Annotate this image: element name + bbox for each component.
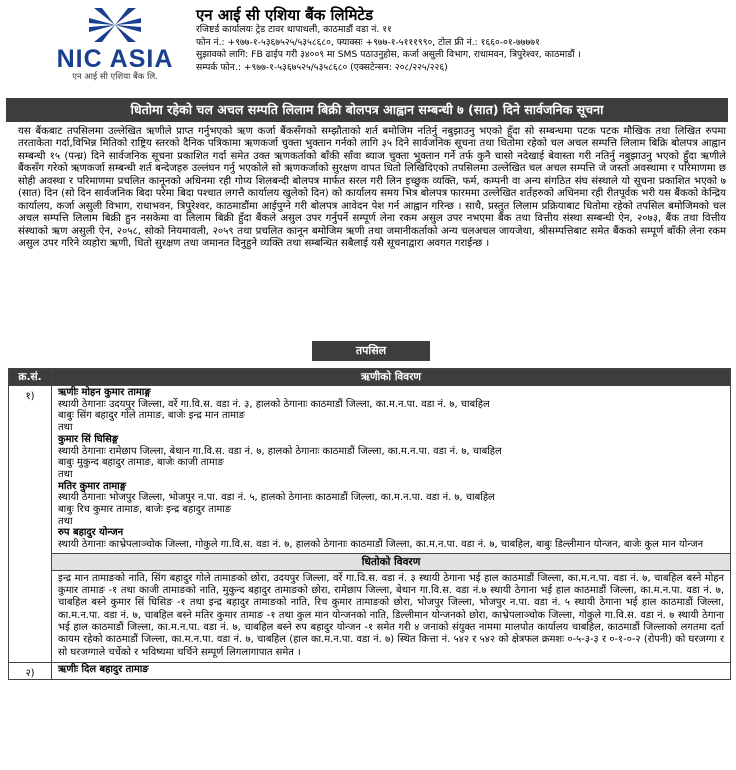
notice-paragraph: यस बैंकबाट तपसिलमा उल्लेखित ऋणीले प्राप्त गर्नुभएको ऋण कर्जा बैंकसँगको सम्झौताको शर्त बमोजिम नतिर्नु नबुझाउनु भएको हुँदा सो सम्बन्धमा पटक पटक मौखिक तथा लिखित रुपमा तरताकेता गर्दा,विभिन्न मितिको राष्ट्रिय स्तरको दैनिक पत्रिकामा ऋणकर्जा चुक्ता भुक्तान गर्नको लागि ३५ दिने सार्वजनिक सूचना तथा धितोमा रहेको चल अचल सम्पत्ति लिलाम बिक्रि बोलपत्र आह्वान सम्बन्धी १५ (पन्ध्र) दिने सार्वजनिक सूचना प्रकाशित गर्दा समेत उक्त ऋणकर्ताको बाँकी साँवा ब्याज चुक्ता भुक्तान गर्ने तर्फ कुनै चासो नदेखाई बेवास्ता गरी नतिर्नु नबुझाउनु भएको हुँदा ऋणीले बैंकसँग गरेको ऋणकर्जा सम्बन्धी शर्त बन्देजहरु उल्लंघन गर्नु भएकोले सो ऋणकर्जाको सुरक्षण वापत धितो लिखिदिएको तपसिलमा उल्लेखित चल अचल सम्पत्ति जे जस्तो अवस्थामा र परिमाणमा छ सोही अवस्था र परिमाणमा प्रचलित कानूनको अधिनमा रही गोप्य शिलबन्दी बोलपत्र मार्फत सरल गरी लिन इच्छुक व्यक्ति, फर्म, कम्पनी वा अन्य संगठित संघ संस्थाले यो सूचना प्रकाशित भएको ७ (सात) दिन (सो दिन सार्वजनिक बिदा परेमा बिदा पश्चात लगत्तै कार्यालय खुलेको दिन) को कार्यालय समय भित्र बोलपत्र फारममा उल्लेखित शर्तहरुको अधिनमा रही रीतपूर्वक भरी यस बैंकको केन्द्रिय कार्यालय, कर्जा असुली विभाग, राधाभवन, त्रिपुरेश्वर, काठमाडौंमा आईपुग्ने गरी बोलपत्र आवेदन पेश गर्न आह्वान गरिन्छ । साथै, प्रस्तुत लिलाम प्रक्रियाबाट धितोमा रहेको तपसिल बमोजिमको चल अचल सम्पत्ति लिलाम बिक्री हुन नसकेमा वा लिलाम बिक्री हुँदा बैंकले असुल उपर गर्नुपर्ने सम्पूर्ण लेना रकम असुल उपर नभएमा बैंक तथा वित्तीय संस्था सम्बन्धी ऐन, २०७३, बैंक तथा वित्तीय संस्थाको ऋण असुली ऐन, २०५८, सोको नियमावली, २०५९ तथा प्रचलित कानून बमोजिम ऋणी तथा जमानीकर्ताको अन्य चलअचल जायजेथा, श्रीसम्पत्तिबाट समेत बैंकको सम्पूर्ण बाँकी लेना रकम असुल उपर गरिने व्यहोरा ऋणी, धितो सुरक्षण तथा जमानत दिनुहुने व्यक्ति तथा सम्बन्धित सबैलाई यसै सूचनाद्वारा अवगत गराईन्छ ।: [18, 126, 726, 250]
person-relation: बाबुः मुकुन्द बहादुर तामाङ, बाजेः काजी तामाङ: [58, 457, 224, 469]
notice-title: धितोमा रहेको चल अचल सम्पति लिलाम बिक्री बोलपत्र आह्वान सम्बन्धी ७ (सात) दिने सार्वजनिक सूचना: [6, 98, 728, 122]
suggestion-line: सुझावको लागि: FB ढाईप गरी ३४००९ मा SMS पठाउनुहोस, कर्जा असुली विभाग, राधामवन, त्रिपुरेश्वर, काठमाडौं ।: [196, 49, 581, 61]
connector-text: तथा: [58, 515, 73, 527]
person-name: कुमार सिं घिसिङ्ग: [58, 433, 119, 445]
bank-contact-block: [196, 6, 731, 74]
notice-body: [18, 126, 726, 251]
table-row: [9, 386, 731, 554]
phone-fax-line: फोन नं.: +९७७-१-५३६७५२५/५३५८६८०, फ्याक्सः +९७७-१-५१११९९०, टोल फ्री नं.: १६६०-०१-७७७७१: [196, 36, 540, 48]
details-column-header: ऋणीको विवरण: [52, 369, 731, 386]
borrower-details: [52, 662, 731, 679]
person-name: रुप बहादुर योन्जन: [58, 527, 124, 539]
nic-asia-emblem-icon: [88, 6, 142, 44]
person-address: स्थायी ठेगानाः उदयपुर जिल्ला, वर्रे गा.वि.स. वडा नं. ३, हालको ठेगानाः काठमाडौं जिल्ला, का.म.न.पा. वडा नं. ७, चाबहिल: [58, 398, 490, 410]
tapasil-heading: तपसिल: [312, 341, 430, 361]
person-name: मतिर कुमार तामाङ्ग: [58, 480, 126, 492]
person-relation: बाबुः रिच कुमार तामाङ, बाजेः इन्द्र बहादुर तामाङ: [58, 504, 232, 516]
collateral-heading-row: [9, 553, 731, 570]
connector-text: तथा: [58, 422, 73, 434]
collateral-heading: धितोको विवरण: [52, 553, 731, 570]
person-relation: बाबुः सिंग बहादुर गोले तामाङ, बाजेः इन्द्र मान तामाङ: [58, 410, 245, 422]
serial-number: २): [9, 662, 52, 679]
serial-number: १): [9, 386, 52, 663]
logo-wordmark: NIC ASIA: [56, 45, 174, 73]
person-address: स्थायी ठेगानाः भोजपुर जिल्ला, भोजपुर न.पा. वडा नं. ५, हालको ठेगानाः काठमाडौं जिल्ला, का.म.न.पा. वडा नं. ७, चाबहिल: [58, 492, 495, 504]
person-name: ऋणीः मोहन कुमार तामाङ्ग: [58, 387, 151, 398]
person-name: ऋणीः दिल बहादुर तामाङ: [58, 663, 149, 675]
borrower-details: [52, 386, 731, 554]
person-address: स्थायी ठेगानाः रामेछाप जिल्ला, बेथान गा.वि.स. वडा नं. ७, हालको ठेगानाः काठमाडौं जिल्ला, का.म.न.पा. वडा नं. ७, चाबहिल: [58, 445, 502, 457]
contact-phone-line: सम्पर्क फोन.: +९७७-१-५३६७५२५/५३५८६८० (एक्सटेन्सन: २०८/२२५/२२६): [196, 61, 448, 73]
borrower-table: [8, 368, 731, 680]
connector-text: तथा: [58, 468, 73, 480]
bank-logo: [40, 6, 190, 92]
table-header-row: [9, 369, 731, 386]
collateral-details: इन्द्र मान तामाङको नाति, सिंग बहादुर गोले तामाङको छोरा, उदयपुर जिल्ला, वर्रे गा.वि.स. वडा नं. ३ स्थायी ठेगाना भई हाल काठमाडौं जिल्ला, का.म.न.पा. वडा नं. ७, चाबहिल बस्ने मोहन कुमार तामाङ -१ तथा काजी तामाङको नाति, मुकुन्द बहादुर तामाङको छोरा, रामेछाप जिल्ला, बेथान गा.वि.स. वडा नं.७ स्थायी ठेगाना भई हाल काठमाडौं जिल्ला, का.म.न.पा. वडा नं. ७, चाबहिल बस्ने कुमार सिं घिसिङ -१ तथा इन्द्र बहादुर तामाङको नाति, रिच कुमार तामाङको छोरा, भोजपुर जिल्ला, भोजपुर न.पा. वडा नं. ५ स्थायी ठेगाना भई हाल काठमाडौं जिल्ला, का.म.न.पा. वडा नं. ७, चाबहिल बस्ने मतिर कुमार तामाङ -१ तथा कुल मान योन्जनको नाति, डिल्लीमान योन्जनको छोरा, काभ्रेपलाञ्चोक जिल्ला, गोकुले गा.वि.स. वडा नं. ७ स्थायी ठेगाना भई हाल काठमाडौं जिल्ला, का.म.न.पा. वडा नं. ७, चाबहिल बस्ने रुप बहादुर योन्जन -१ समेत गरी ४ जनाको संयुक्त नाममा मालपोत कार्यालय चाबहिल, काठमाडौं जिल्लाको लगतमा दर्ता कायम रहेको काठमाडौं जिल्ला, का.म.न.पा. वडा नं. ७, चाबहिल (हाल का.म.न.पा. वडा नं. ७) स्थित कित्ता नं. ५४२ र ५४२ को क्षेत्रफल क्रमशः ०-५-३-३ र ०-१-०-२ (रोपनी) को घरजग्गा र सो घरजग्गाले चर्चेको र भविष्यमा चर्चिने सम्पूर्ण लिगलागापात समेत ।: [52, 570, 731, 662]
notice-header: [0, 0, 736, 92]
logo-tagline: एन आई सी एशिया बैंक लि.: [72, 72, 158, 82]
bank-name: एन आई सी एशिया बैंक लिमिटेड: [196, 6, 373, 24]
office-address: रजिष्टर्ड कार्यालयः ट्रेड टावर थापाथली, काठमाडौं वडा नं. ११: [196, 24, 392, 35]
person-address: स्थायी ठेगानाः काभ्रेपलाञ्चोक जिल्ला, गोकुले गा.वि.स. वडा नं. ७, हालको ठेगानाः काठमाडौं जिल्ला, का.म.न.पा. वडा नं. ७, चाबहिल, बाबुः डिल्लीमान योन्जन, बाजेः कुल मान योन्जन: [58, 539, 704, 551]
collateral-row: [9, 570, 731, 662]
serial-column-header: क्र.सं.: [9, 369, 52, 386]
table-row: [9, 662, 731, 679]
